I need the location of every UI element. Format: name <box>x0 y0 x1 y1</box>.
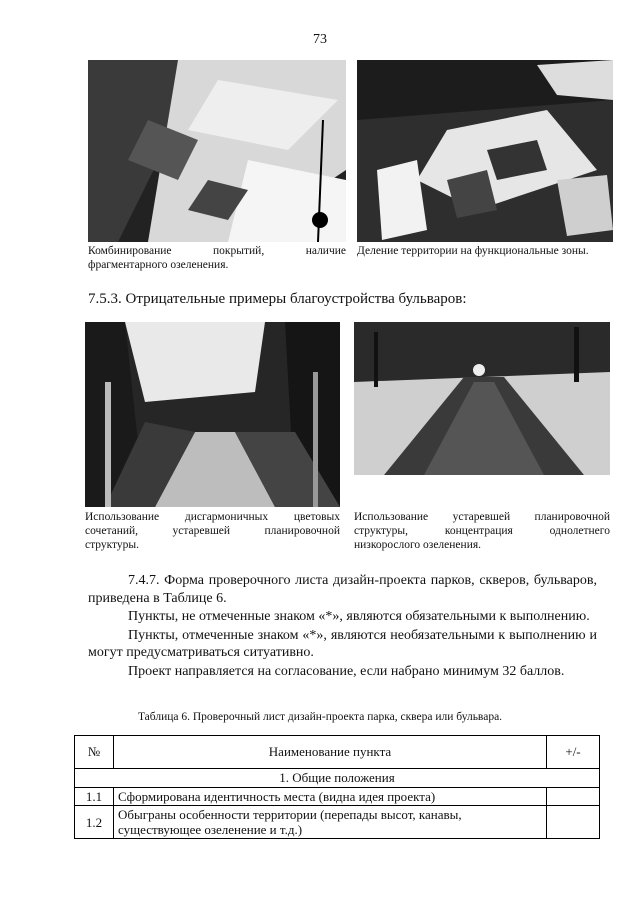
caption-word: планировочной <box>264 525 340 537</box>
caption-word: однолетнего <box>549 525 610 537</box>
row-mark-cell[interactable] <box>547 788 600 806</box>
row-name: Обыграны особенности территории (перепады высот, канавы, существующее озеленение и т.д.) <box>114 806 547 839</box>
section-row <box>75 769 600 788</box>
row-num: 1.1 <box>75 788 114 806</box>
table-header-row <box>75 736 600 769</box>
caption-word: Использование <box>354 511 429 523</box>
caption-word: покрытий, <box>213 245 265 257</box>
body-text <box>88 572 597 680</box>
checklist-table <box>74 735 600 839</box>
paragraph-form-reference: 7.4.7. Форма проверочного листа дизайн-проекта парков, скверов, бульваров, приведена в Таблице 6. <box>88 573 597 606</box>
caption-line: структуры. <box>85 539 140 551</box>
photo-functional-zones <box>357 60 613 242</box>
caption-word: планировочной <box>534 511 610 523</box>
caption-word: устаревшей <box>452 511 511 523</box>
photo-combined-coverings <box>88 60 346 242</box>
caption-word: сочетаний, <box>85 525 139 537</box>
caption-word: Комбинирование <box>88 245 172 257</box>
caption-word: Использование <box>85 511 160 523</box>
photo-disharmonious-colors <box>85 322 340 507</box>
caption-outdated-structure <box>354 510 610 552</box>
header-num: № <box>75 736 114 769</box>
row-mark-cell[interactable] <box>547 806 600 839</box>
section-heading: 7.5.3. Отрицательные примеры благоустройства бульваров: <box>88 291 467 307</box>
paragraph-optional-items: Пункты, отмеченные знаком «*», являются необязательными к выполнению и могут предусматриваться ситуативно. <box>88 627 597 660</box>
caption-word: дисгармоничных <box>184 511 269 523</box>
page-number: 73 <box>313 32 327 47</box>
caption-line: фрагментарного озеленения. <box>88 259 229 271</box>
header-mark: +/- <box>547 736 600 769</box>
caption-word: цветовых <box>293 511 340 523</box>
table-caption: Таблица 6. Проверочный лист дизайн-проекта парка, сквера или бульвара. <box>137 711 503 723</box>
caption-combined-coverings <box>88 244 346 272</box>
row-num: 1.2 <box>75 806 114 839</box>
caption-word: устаревшей <box>172 525 231 537</box>
paragraph-mandatory-items: Пункты, не отмеченные знаком «*», являются обязательными к выполнению. <box>128 609 590 624</box>
row-name: Сформирована идентичность места (видна идея проекта) <box>114 788 547 806</box>
caption-word: концентрация <box>444 525 513 537</box>
paragraph-approval-threshold: Проект направляется на согласование, если набрано минимум 32 баллов. <box>128 663 565 679</box>
caption-line: низкорослого озеленения. <box>354 539 482 551</box>
caption-word: структуры, <box>354 525 409 537</box>
section-title: 1. Общие положения <box>75 769 600 788</box>
table-row <box>75 806 600 839</box>
photo-outdated-structure <box>354 322 610 475</box>
caption-functional-zones: Деление территории на функциональные зоны. <box>357 245 589 257</box>
caption-word: наличие <box>305 245 346 257</box>
header-name: Наименование пункта <box>114 736 547 769</box>
table-row <box>75 788 600 806</box>
caption-disharmonious-colors <box>85 510 340 552</box>
